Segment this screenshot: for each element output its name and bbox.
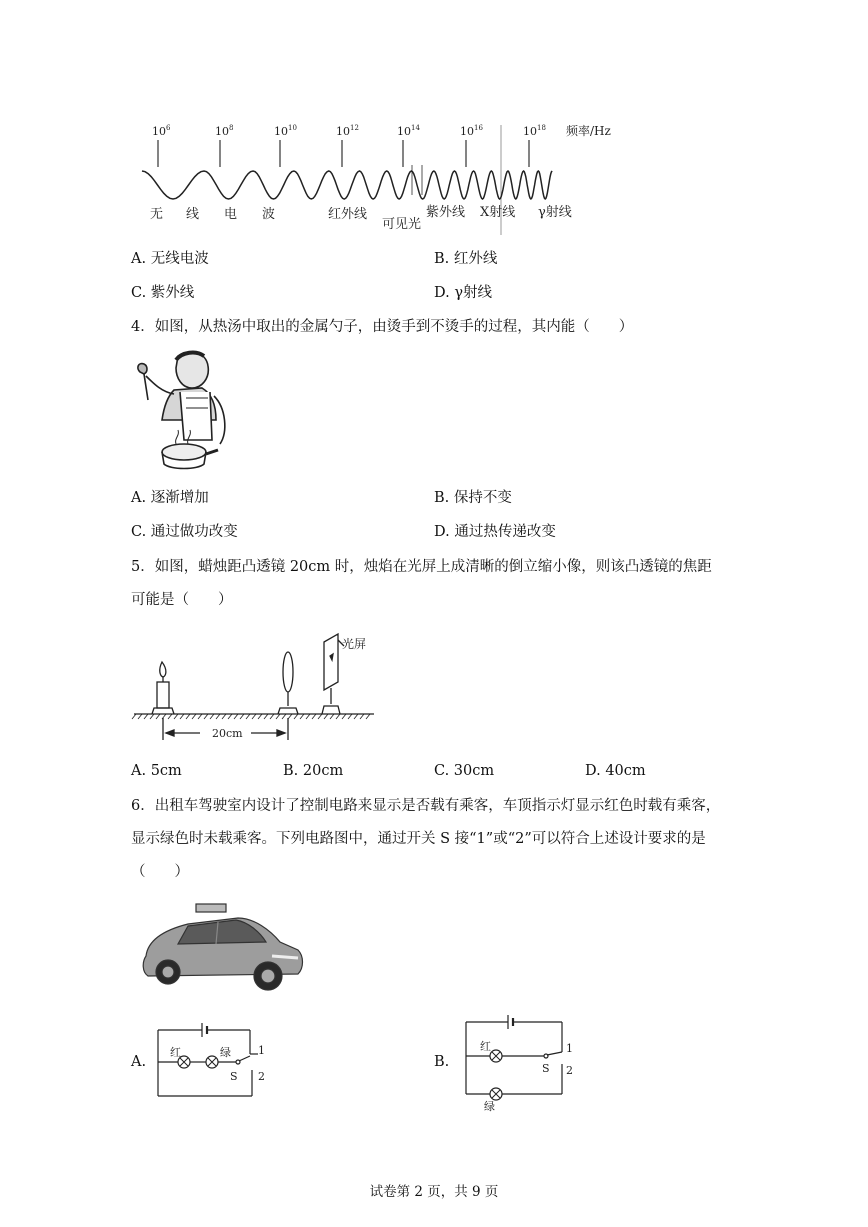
q3-option-a[interactable]: A. 无线电波 bbox=[131, 251, 209, 267]
q5-option-c[interactable]: C. 30cm bbox=[434, 763, 495, 779]
q5-stem-line1: 5．如图，蜡烛距凸透镜 20cm 时，烛焰在光屏上成清晰的倒立缩小像，则该凸透镜的焦距 bbox=[131, 559, 712, 575]
band-label-8: X射线 bbox=[480, 205, 516, 220]
svg-text:绿: 绿 bbox=[484, 1100, 495, 1112]
svg-text:1: 1 bbox=[566, 1042, 573, 1055]
switch-s-b bbox=[547, 1052, 562, 1055]
svg-text:红: 红 bbox=[480, 1040, 491, 1053]
convex-lens-icon bbox=[283, 652, 293, 692]
switch-s-a bbox=[239, 1056, 250, 1061]
band-label-1: 无 bbox=[150, 207, 164, 222]
freq-tick-2: $10^8$ bbox=[215, 124, 234, 138]
band-label-7: 紫外线 bbox=[426, 205, 466, 220]
freq-tick-4: $10^{12}$ bbox=[336, 124, 359, 138]
q4-option-a[interactable]: A. 逐渐增加 bbox=[131, 490, 209, 506]
q4-option-b[interactable]: B. 保持不变 bbox=[434, 490, 512, 506]
svg-text:2: 2 bbox=[566, 1064, 573, 1077]
band-label-5: 红外线 bbox=[328, 207, 368, 222]
light-screen-icon bbox=[324, 634, 338, 690]
svg-text:绿: 绿 bbox=[220, 1046, 231, 1059]
band-label-6: 可见光 bbox=[382, 217, 422, 232]
freq-tick-6: $10^{16}$ bbox=[460, 124, 483, 138]
screen-label: 光屏 bbox=[342, 637, 367, 651]
q5-option-d[interactable]: D. 40cm bbox=[585, 763, 646, 779]
q4-stem: 4．如图，从热汤中取出的金属勺子，由烫手到不烫手的过程，其内能（ ） bbox=[131, 319, 634, 335]
svg-text:1: 1 bbox=[258, 1044, 265, 1057]
freq-unit: 频率/Hz bbox=[566, 124, 611, 138]
spectrum-figure bbox=[130, 115, 620, 240]
distance-label: 20cm bbox=[212, 727, 243, 740]
freq-tick-7: $10^{18}$ bbox=[523, 124, 546, 138]
q6-stem-line2: 显示绿色时未载乘客。下列电路图中，通过开关 S 接“1”或“2”可以符合上述设计要求的是 bbox=[131, 831, 706, 847]
svg-text:S: S bbox=[230, 1070, 238, 1083]
q6-stem-line1: 6．出租车驾驶室内设计了控制电路来显示是否载有乘客，车顶指示灯显示红色时载有乘客， bbox=[131, 798, 721, 814]
svg-text:红: 红 bbox=[170, 1046, 181, 1059]
q3-option-d[interactable]: D. γ射线 bbox=[434, 285, 492, 301]
page-footer: 试卷第 2 页，共 9 页 bbox=[369, 1184, 499, 1200]
lens-experiment-diagram bbox=[130, 630, 380, 745]
freq-tick-1: $10^6$ bbox=[152, 124, 171, 138]
q4-option-c[interactable]: C. 通过做功改变 bbox=[131, 524, 238, 540]
spectrum-wave bbox=[142, 171, 552, 199]
circuit-a-diagram[interactable] bbox=[150, 1020, 280, 1102]
band-label-4: 波 bbox=[262, 207, 276, 222]
freq-tick-3: $10^{10}$ bbox=[274, 124, 297, 138]
q5-option-a[interactable]: A. 5cm bbox=[131, 763, 182, 779]
q6-stem-line3: （ ） bbox=[131, 864, 189, 880]
soup-spoon-illustration bbox=[130, 348, 240, 473]
q5-option-b[interactable]: B. 20cm bbox=[283, 763, 344, 779]
circuit-b-letter[interactable]: B. bbox=[434, 1054, 450, 1070]
candle-flame-icon bbox=[160, 662, 166, 677]
circuit-a-letter[interactable]: A. bbox=[131, 1054, 147, 1070]
circuit-b-diagram[interactable] bbox=[458, 1012, 588, 1112]
freq-tick-5: $10^{14}$ bbox=[397, 124, 420, 138]
band-label-2: 线 bbox=[186, 207, 200, 222]
taxi-photo bbox=[138, 900, 306, 998]
q4-option-d[interactable]: D. 通过热传递改变 bbox=[434, 524, 556, 540]
q5-stem-line2: 可能是（ ） bbox=[131, 592, 233, 608]
candle-icon bbox=[157, 682, 169, 708]
svg-text:S: S bbox=[542, 1062, 550, 1075]
q3-option-b[interactable]: B. 红外线 bbox=[434, 251, 498, 267]
band-label-3: 电 bbox=[224, 207, 238, 222]
svg-text:2: 2 bbox=[258, 1070, 265, 1083]
band-label-9: γ射线 bbox=[538, 205, 572, 220]
q3-option-c[interactable]: C. 紫外线 bbox=[131, 285, 195, 301]
